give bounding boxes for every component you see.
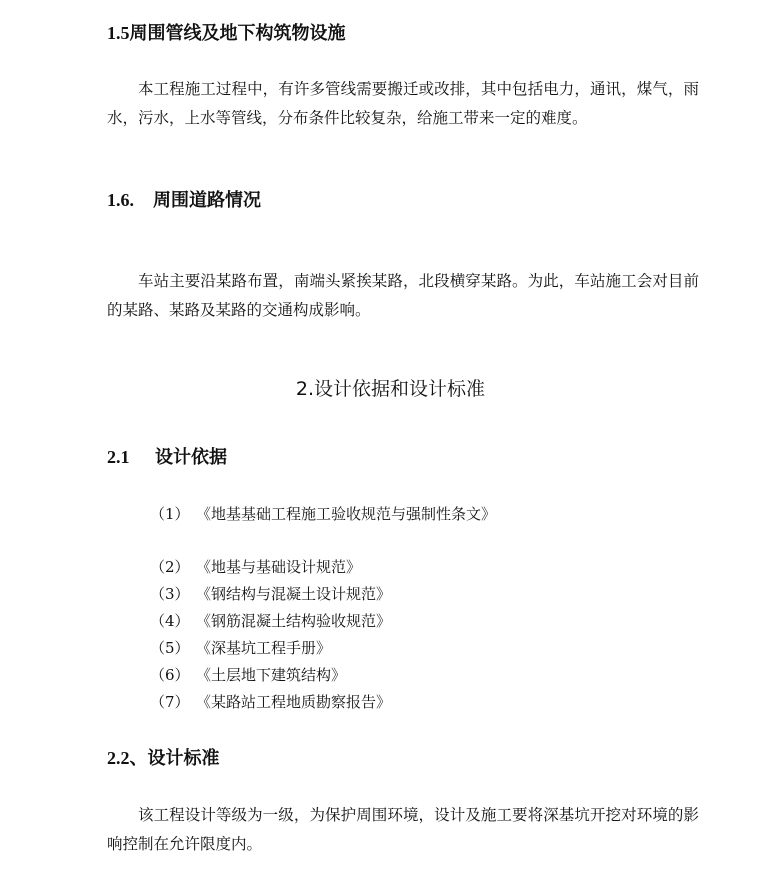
reference-title: 《钢结构与混凝土设计规范》 [196,585,392,603]
reference-index: （5） [150,639,190,657]
paragraph-text: 本工程施工过程中，有许多管线需要搬迁或改排，其中包括电力，通讯，煤气，雨水，污水，上水等管线，分布条件比较复杂，给施工带来一定的难度。 [107,80,699,127]
reference-item [150,610,391,632]
reference-item [150,583,391,605]
reference-item [150,691,391,713]
section-number: 2.2、 [107,748,148,768]
section-heading-1-5 [107,21,346,46]
section-1-6-paragraph [107,267,699,325]
reference-index: （1） [150,505,190,523]
section-heading-2-2 [107,746,220,771]
reference-item [150,637,331,659]
reference-title: 《某路站工程地质勘察报告》 [196,693,392,711]
reference-item [150,664,346,686]
reference-title: 《地基基础工程施工验收规范与强制性条文》 [196,505,497,523]
reference-item [150,503,496,525]
section-heading-1-6 [107,188,261,213]
chapter-title: 2.设计依据和设计标准 [295,378,486,400]
reference-index: （3） [150,585,190,603]
section-number: 2.1 [107,447,130,467]
section-1-5-paragraph [107,75,699,133]
reference-title: 《深基坑工程手册》 [196,639,332,657]
reference-title: 《土层地下建筑结构》 [196,666,347,684]
section-heading-2-1 [107,445,227,470]
section-2-2-paragraph [107,801,699,859]
reference-title: 《钢筋混凝土结构验收规范》 [196,612,392,630]
section-title: 设计依据 [155,447,227,468]
faint-filler [580,109,781,127]
section-title: 周围管线及地下构筑物设施 [129,23,346,44]
section-number: 1.5 [107,23,130,43]
section-title: 设计标准 [147,748,220,769]
reference-index: （4） [150,612,190,630]
section-number: 1.6. [107,190,134,210]
reference-item [150,556,361,578]
section-title: 周围道路情况 [153,190,261,211]
reference-index: （2） [150,558,190,576]
reference-title: 《地基与基础设计规范》 [196,558,362,576]
reference-index: （7） [150,693,190,711]
paragraph-text: 车站主要沿某路布置，南端头紧挨某路，北段横穿某路。为此，车站施工会对目前的某路、某路及某路的交通构成影响。 [107,272,699,319]
reference-index: （6） [150,666,190,684]
paragraph-text: 该工程设计等级为一级，为保护周围环境，设计及施工要将深基坑开挖对环境的影响控制在允许限度内。 [107,806,699,853]
